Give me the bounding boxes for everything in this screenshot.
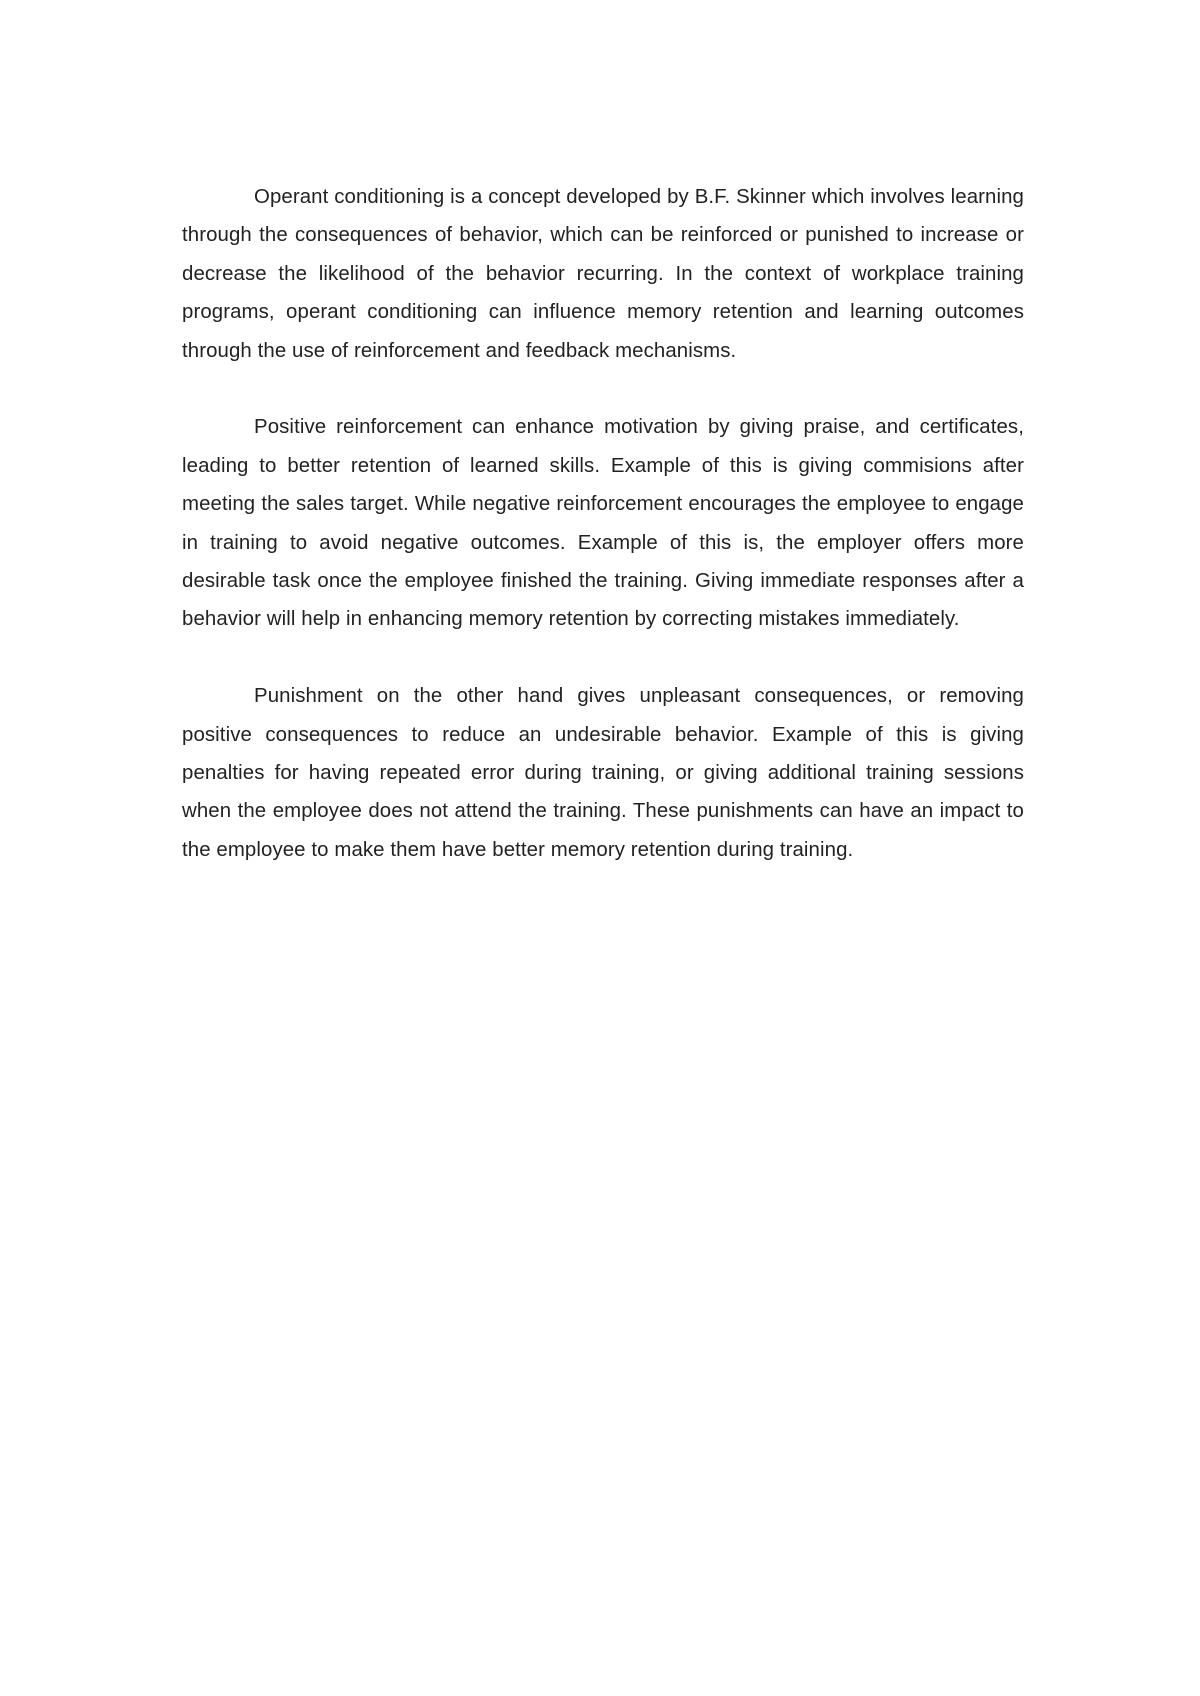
document-body [182, 178, 1024, 908]
paragraph-operant-conditioning: Operant conditioning is a concept developed by B.F. Skinner which involves learning through the consequences of behavior, which can be reinforced or punished to increase or decrease the likelihood of the behavior recurring. In the context of workplace training programs, operant conditioning can influence memory retention and learning outcomes through the use of reinforcement and feedback mechanisms. [182, 186, 1024, 362]
paragraph-positive-reinforcement: Positive reinforcement can enhance motivation by giving praise, and certificates, leading to better retention of learned skills. Example of this is giving commisions after meeting the sales target. While negative reinforcement encourages the employee to engage in training to avoid negative outcomes. Example of this is, the employer offers more desirable task once the employee finished the training. Giving immediate responses after a behavior will help in enhancing memory retention by correcting mistakes immediately. [182, 416, 1024, 631]
paragraph-punishment: Punishment on the other hand gives unpleasant consequences, or removing positive consequences to reduce an undesirable behavior. Example of this is giving penalties for having repeated error during training, or giving additional training sessions when the employee does not attend the training. These punishments can have an impact to the employee to make them have better memory retention during training. [182, 685, 1024, 861]
